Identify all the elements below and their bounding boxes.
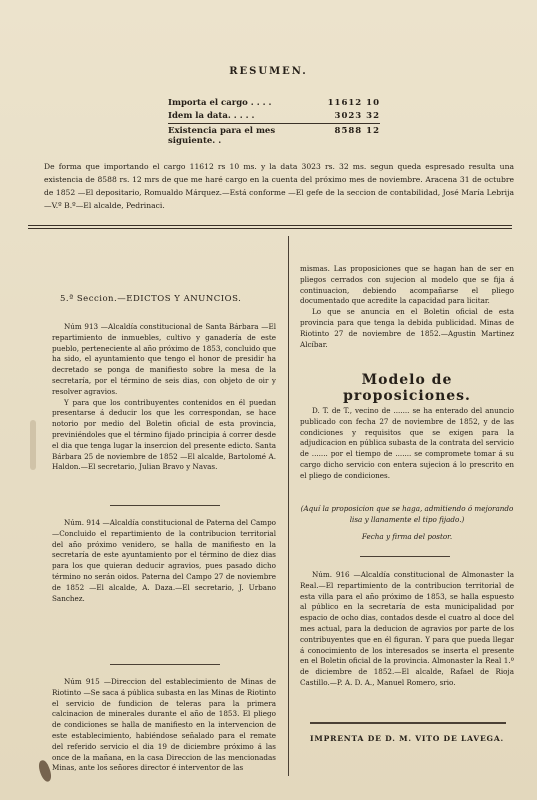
model-heading: Modelo de proposiciones. xyxy=(343,372,471,404)
summary-title: RESUMEN. xyxy=(229,66,308,77)
notice-paragraph: mismas. Las proposiciones que se hagan han de ser en pliegos cerrados con sujecion al modelo que se fija á continuacion, debiendo acompañarse el pliego documentado que acredite la capacidad para licitar. xyxy=(300,264,514,306)
notice-paragraph: Núm 913 —Alcaldía constitucional de Santa Bárbara —El repartimiento de inmuebles, cultivo y ganadería de este pueblo, perteneciente al año próximo de 1853, concluido que ha sido, el ayuntamiento que tengo el honor de presidir ha decretado se ponga de manifiesto sobre la mesa de la secretaría, por el término de seis dias, con objeto de oir y resolver agravios. xyxy=(52,322,276,396)
model-text xyxy=(300,406,514,482)
model-note: (Aquí la proposicion que se haga, admitiendo ó mejorando lisa y llanamente el tipo fijado.) xyxy=(300,504,514,524)
notice-paragraph: Núm 915 —Direccion del establecimiento de Minas de Riotinto —Se saca á pública subasta en las Minas de Riotinto el servicio de fundicion de teleras para la primera calcinacion de minerales durante el año de 1853. El pliego de condiciones se halla de manifiesto en la intervencion de este establecimiento, habiéndose señalado para el remate del referido servicio el dia 19 de diciembre próximo á las once de la mañana, en la casa Direccion de las mencionadas Minas, ante los señores director é interventor de las xyxy=(52,677,276,773)
model-signature-line: Fecha y firma del postor. xyxy=(361,532,453,541)
summary-row-existencia xyxy=(168,126,380,146)
notice-paragraph: Y para que los contribuyentes contenidos en él puedan presentarse á deducir los que les correspondan, se hace notorio por medio del Boletin oficial de esta provincia, previniéndoles que el término fijado principia á correr desde el dia que tenga lugar la insercion del presente edicto. Santa Bárbara 25 de noviembre de 1852 —El alcalde, Bartolomé A. Haldon.—El secretario, Julian Bravo y Navas. xyxy=(52,397,276,472)
paper-stain xyxy=(30,420,36,470)
notice-913 xyxy=(52,322,276,473)
notice-915 xyxy=(52,677,276,774)
notice-915-continued xyxy=(300,264,514,350)
summary-value: 3023 32 xyxy=(334,111,380,121)
section-divider xyxy=(28,225,512,229)
summary-label: Idem la data. . . . . xyxy=(168,111,255,121)
summary-label: Existencia para el mes siguiente. . xyxy=(168,126,276,146)
printer-imprint: IMPRENTA DE D. M. VITO DE LAVEGA. xyxy=(310,734,504,743)
notice-916 xyxy=(300,570,514,689)
summary-value: 11612 10 xyxy=(327,98,380,108)
notice-divider xyxy=(110,664,220,665)
imprint-rule xyxy=(310,722,506,724)
ink-stain xyxy=(37,759,54,783)
notice-divider xyxy=(360,556,450,557)
notice-paragraph: Núm. 916 —Alcaldía constitucional de Almonaster la Real.—El repartimiento de la contribucion territorial de esta villa para el año próximo de 1853, se halla espuesto al público en la secretaría de esta municipalidad por espacio de ocho dias, contados desde el cuatro al doce del mes actual, para la deducion de agravios por parte de los contribuyentes que en él figuran. Y para que pueda llegar á conocimiento de los interesados se inserta el presente en el Boletin oficial de la provincia. Almonaster la Real 1.º de diciembre de 1852.—El alcalde, Rafael de Rioja Castillo.—P. A. D. A., Manuel Romero, srio. xyxy=(300,570,514,687)
notice-paragraph: Núm. 914 —Alcaldía constitucional de Paterna del Campo —Concluido el repartimiento de la contribucion territorial del año próximo venidero, se halla de manifiesto en la secretaría de este ayuntamiento por el término de diez dias para los que quieran deducir agravios, pues pasado dicho término no serán oidos. Paterna del Campo 27 de noviembre de 1852 —El alcalde, A. Daza.—El secretario, J. Urbano Sanchez. xyxy=(52,518,276,603)
summary-label: Importa el cargo . . . . xyxy=(168,98,272,108)
summary-row-data xyxy=(168,111,380,121)
model-paragraph: D. T. de T., vecino de ....... se ha enterado del anuncio publicado con fecha 27 de noviembre de 1852, y de las condiciones y requisitos que se exigen para la adjudicacion en pública subasta de la contrata del servicio de ....... por el tiempo de ....... se compromete tomar á su cargo dicho servicio con entera sujecion á lo prescrito en el pliego de condiciones. xyxy=(300,406,514,480)
summary-row-cargo xyxy=(168,98,380,108)
summary-rule xyxy=(168,123,380,124)
notice-divider xyxy=(110,505,220,506)
summary-closing-text: De forma que importando el cargo 11612 rs 10 ms. y la data 3023 rs. 32 ms. segun queda espresado resulta una existencia de 8588 rs. 12 mrs de que me haré cargo en la cuenta del próximo mes de noviembre. Aracena 31 de octubre de 1852 —El depositario, Romualdo Márquez.—Está conforme —El gefe de la seccion de contabilidad, José María Lebrija —V.º B.º—El alcalde, Pedrinaci. xyxy=(44,162,514,210)
summary-value: 8588 12 xyxy=(334,126,380,136)
section-heading: 5.ª Seccion.—EDICTOS Y ANUNCIOS. xyxy=(60,294,242,304)
notice-paragraph: Lo que se anuncia en el Boletin oficial de esta provincia para que tenga la debida publicidad. Minas de Riotinto 27 de noviembre de 1852.—Agustin Martinez Alcíbar. xyxy=(300,307,514,349)
notice-914 xyxy=(52,518,276,604)
column-rule xyxy=(288,236,289,776)
